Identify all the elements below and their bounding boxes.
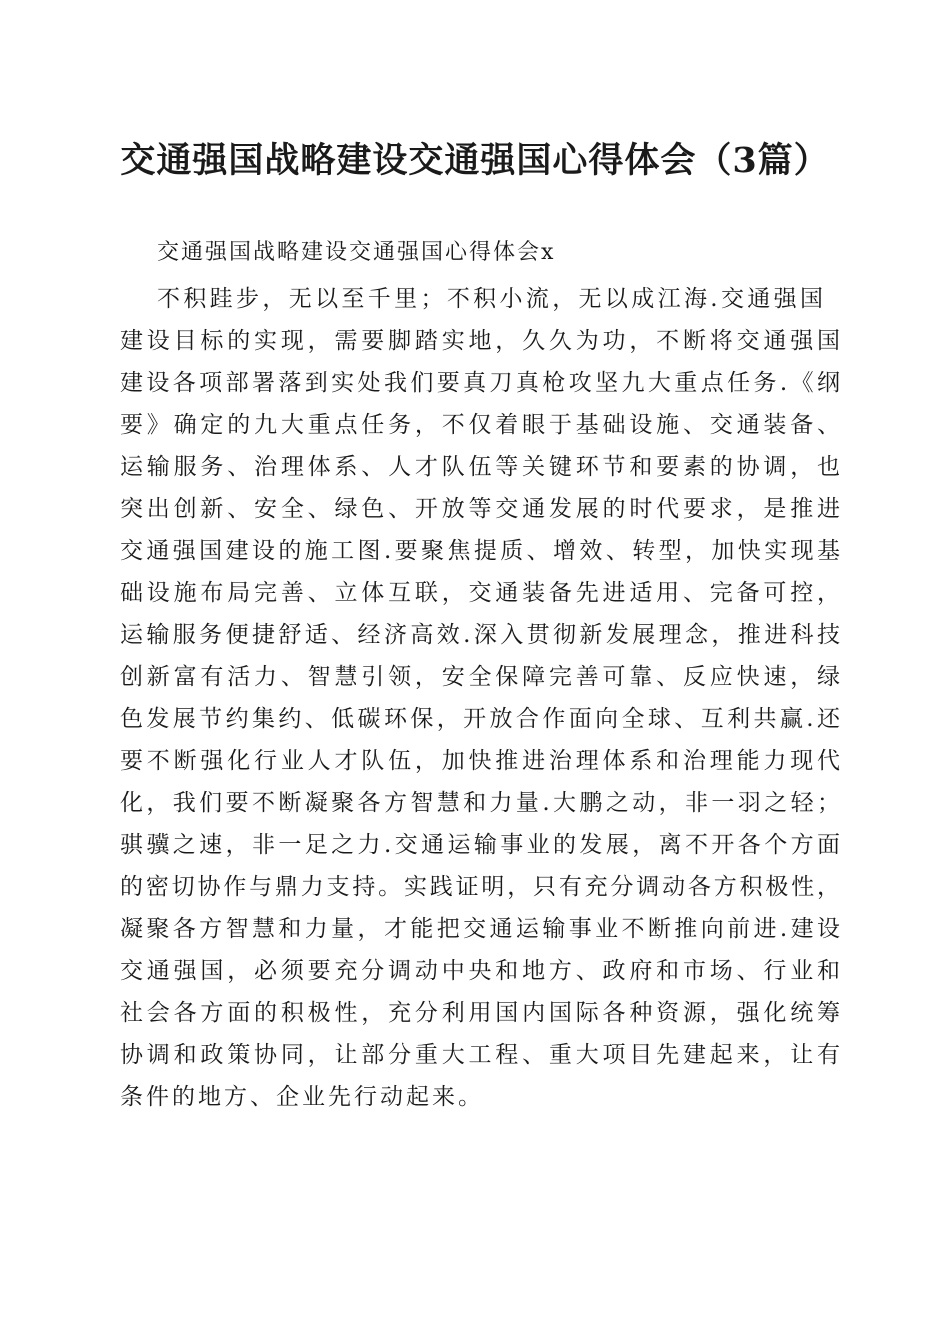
body-line: 建设各项部署落到实处我们要真刀真枪攻坚九大重点任务.《纲 bbox=[120, 370, 840, 396]
body-line: 化，我们要不断凝聚各方智慧和力量.大鹏之动，非一羽之轻； bbox=[120, 790, 840, 816]
body-line: 础设施布局完善、立体互联，交通装备先进适用、完备可控， bbox=[120, 580, 840, 606]
document-subtitle: 交通强国战略建设交通强国心得体会x bbox=[157, 240, 556, 265]
body-line: 交通强国，必须要充分调动中央和地方、政府和市场、行业和 bbox=[120, 958, 840, 984]
body-line: 凝聚各方智慧和力量，才能把交通运输事业不断推向前进.建设 bbox=[120, 916, 840, 942]
body-line: 不积跬步，无以至千里；不积小流，无以成江海.交通强国 bbox=[157, 286, 823, 312]
body-line: 条件的地方、企业先行动起来。 bbox=[120, 1084, 484, 1110]
body-line: 色发展节约集约、低碳环保，开放合作面向全球、互利共赢.还 bbox=[120, 706, 840, 732]
body-line: 要不断强化行业人才队伍，加快推进治理体系和治理能力现代 bbox=[120, 748, 840, 774]
body-line: 交通强国建设的施工图.要聚焦提质、增效、转型，加快实现基 bbox=[120, 538, 840, 564]
body-line: 创新富有活力、智慧引领，安全保障完善可靠、反应快速，绿 bbox=[120, 664, 840, 690]
body-line: 建设目标的实现，需要脚踏实地，久久为功，不断将交通强国 bbox=[120, 328, 840, 354]
body-line: 运输服务、治理体系、人才队伍等关键环节和要素的协调，也 bbox=[120, 454, 840, 480]
body-line: 的密切协作与鼎力支持。实践证明，只有充分调动各方积极性， bbox=[120, 874, 840, 900]
body-line: 突出创新、安全、绿色、开放等交通发展的时代要求，是推进 bbox=[120, 496, 840, 522]
body-line: 运输服务便捷舒适、经济高效.深入贯彻新发展理念，推进科技 bbox=[120, 622, 840, 648]
body-line: 骐骥之速，非一足之力.交通运输事业的发展，离不开各个方面 bbox=[120, 832, 840, 858]
body-line: 要》确定的九大重点任务，不仅着眼于基础设施、交通装备、 bbox=[120, 412, 840, 438]
body-line: 协调和政策协同，让部分重大工程、重大项目先建起来，让有 bbox=[120, 1042, 840, 1068]
body-line: 社会各方面的积极性，充分利用国内国际各种资源，强化统筹 bbox=[120, 1000, 840, 1026]
document-title: 交通强国战略建设交通强国心得体会（3篇） bbox=[120, 140, 830, 181]
